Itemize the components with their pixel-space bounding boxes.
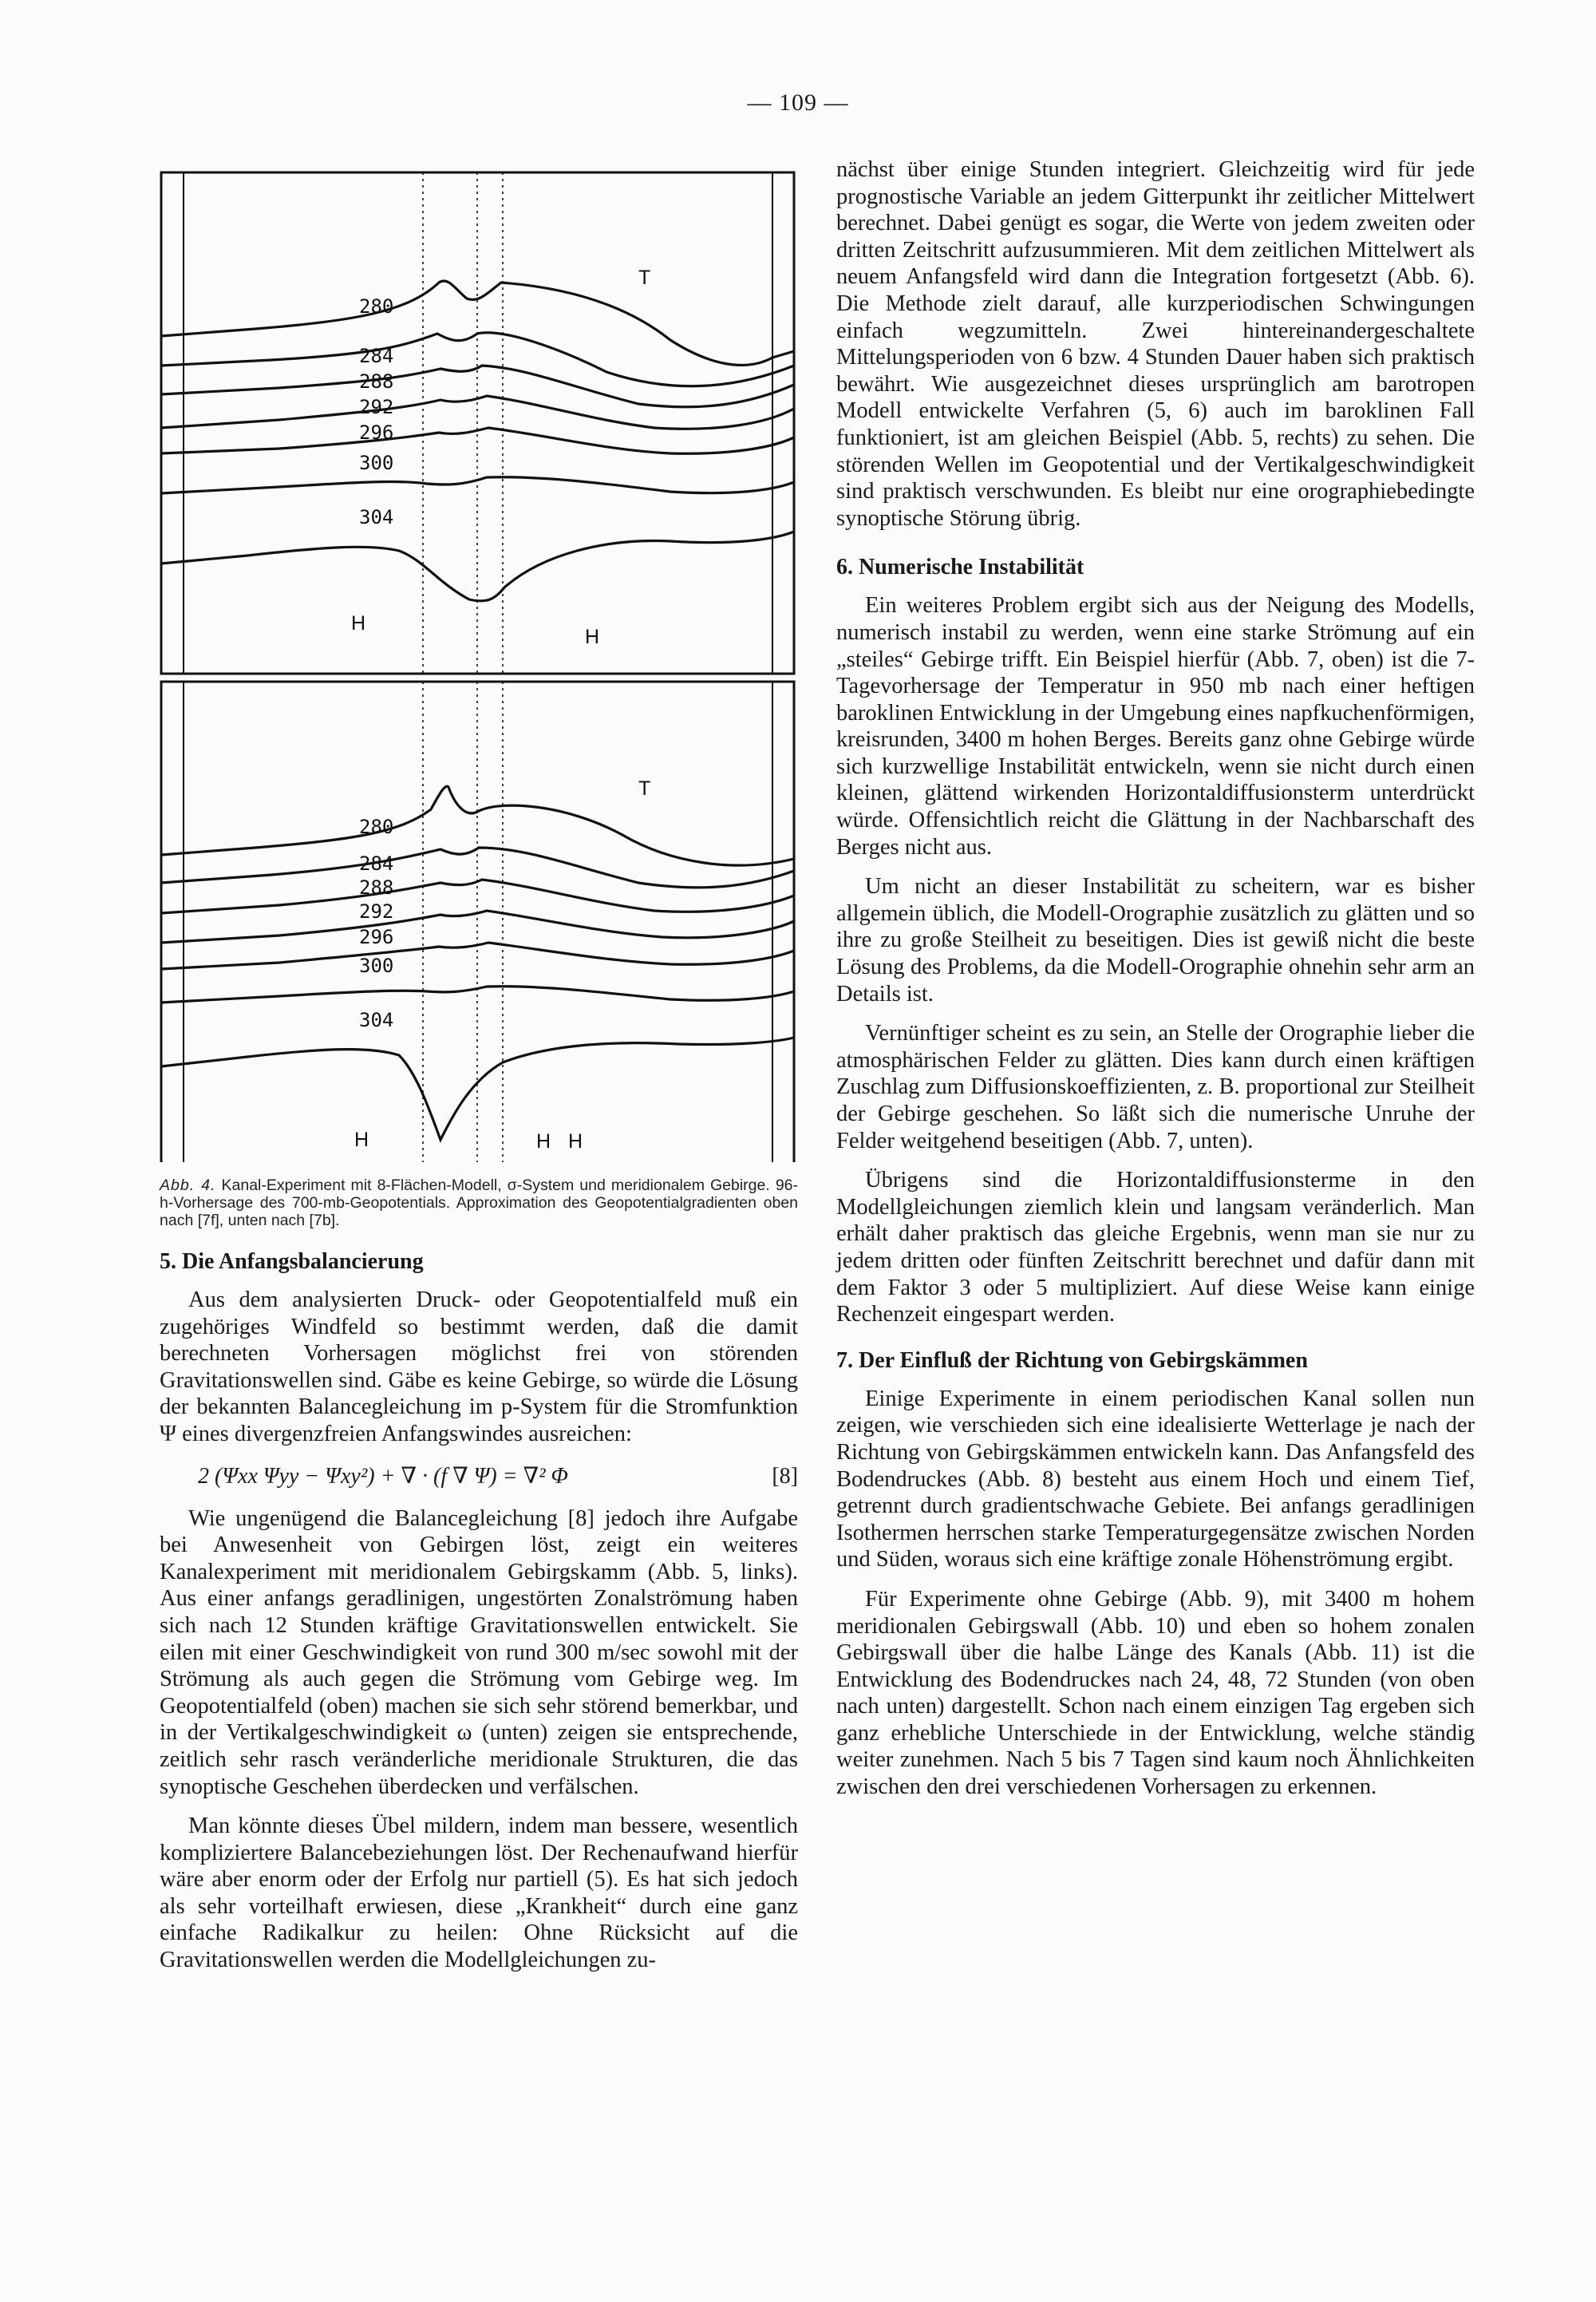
top-isotherm-300 [161, 477, 794, 493]
bottom-label-t: T [638, 777, 651, 800]
bottom-isotherm-300 [161, 987, 794, 1003]
section-6-paragraph-2: Um nicht an dieser Instabilität zu scheitern, war es bisher allgemein üblich, die Modell-Orographie zusätzlich zu glätten und so ihre zu große Steilheit zu beseitigen. Dies ist gewiß nicht die beste Lösung des Problems, da die Modell-Orographie ohnehin sehr arm an Details ist. [836, 874, 1475, 1007]
balance-equation [160, 1461, 798, 1493]
bottom-label-280: 280 [359, 816, 394, 838]
section-6-paragraph-1: Ein weiteres Problem ergibt sich aus der Neigung des Modells, numerisch instabil zu werden, wenn eine starke Strömung auf ein „steiles“ Gebirge trifft. Ein Beispiel hierfür (Abb. 7, oben) ist die 7-Tagevorhersage der Temperatur in 950 mb nach einer heftigen baroklinen Entwicklung in der Umgebung eines napfkuchenförmigen, kreisrunden, 3400 m hohen Berges. Bereits ganz ohne Gebirge würde sich kurzwellige Instabilität entwickeln, wenn sie nicht durch einen kleinen, glättend wirkenden Horizontaldiffusionsterm unterdrückt würde. Offensichtlich reicht die Glättung in der Nachbarschaft des Berges nicht aus. [836, 593, 1475, 860]
bottom-label-h-right: H [568, 1130, 583, 1153]
bottom-label-304: 304 [359, 1009, 394, 1031]
top-panel [161, 172, 794, 674]
top-label-296: 296 [359, 421, 394, 444]
top-label-304: 304 [359, 506, 394, 528]
top-label-h-right: H [585, 626, 600, 648]
section-7-heading: 7. Der Einfluß der Richtung von Gebirgskämmen [836, 1347, 1308, 1373]
section-6-heading: 6. Numerische Instabilität [836, 555, 1084, 580]
section-5-heading: 5. Die Anfangsbalancierung [160, 1249, 424, 1274]
section-6-paragraph-4: Übrigens sind die Horizontaldiffusionsterme in den Modellgleichungen ziemlich klein und langsam veränderlich. Man erhält daher praktisch das gleiche Ergebnis, wenn man sie nur zu jedem dritten oder fünften Zeitschritt berechnet und dafür dann mit dem Faktor 3 oder 5 multipliziert. Auf diese Weise kann einige Rechenzeit eingespart werden. [836, 1168, 1475, 1327]
right-column [836, 156, 1475, 1814]
caption-text: Kanal-Experiment mit 8-Flächen-Modell, σ-System und meridionalem Gebirge. 96-h-Vorhersage des 700-mb-Geopotentials. Approximation des Geopotentialgradienten oben nach [7f], unten nach [7b]. [160, 1177, 799, 1229]
bottom-panel [161, 682, 794, 1162]
top-label-280: 280 [359, 295, 394, 318]
figure-caption [160, 1177, 798, 1229]
bottom-isotherm-288 [161, 880, 794, 913]
bottom-label-288: 288 [359, 876, 394, 899]
equation-body: 2 (Ψxx Ψyy − Ψxy²) + ∇ · (f ∇ Ψ) = ∇² Φ [198, 1463, 568, 1489]
top-isotherm-304 [161, 532, 794, 601]
top-label-h-left: H [351, 612, 366, 635]
left-column [160, 156, 798, 1987]
bottom-label-300: 300 [359, 955, 394, 977]
bottom-label-296: 296 [359, 926, 394, 948]
top-label-t: T [638, 267, 651, 289]
continued-paragraph: nächst über einige Stunden integriert. Gleichzeitig wird für jede prognostische Variable an jedem Gitterpunkt ihr zeitlicher Mittelwert berechnet. Dabei genügt es sogar, die Werte von jedem zweiten oder dritten Zeitschritt aufzusummieren. Mit dem zeitlichen Mittelwert als neuem Anfangsfeld wird dann die Integration fortgesetzt (Abb. 6). Die Methode zielt darauf, alle kurzperiodischen Schwingungen einfach wegzumitteln. Zwei hintereinandergeschaltete Mittelungsperioden von 6 bzw. 4 Stunden Dauer haben sich praktisch bewährt. Wie ausgezeichnet dieses ursprünglich am barotropen Modell entwickelte Verfahren (5, 6) auch im baroklinen Fall funktioniert, ist am gleichen Beispiel (Abb. 5, rechts) zu sehen. Die störenden Wellen im Geopotential und der Vertikalgeschwindigkeit sind praktisch verschwunden. Es bleibt nur eine orographiebedingte synoptische Störung übrig. [836, 157, 1475, 531]
section-5-paragraph-1: Aus dem analysierten Druck- oder Geopotentialfeld muß ein zugehöriges Windfeld so bestimmt werden, daß die damit berechneten Vorhersagen möglichst frei von störenden Gravitationswellen sind. Gäbe es keine Gebirge, so würde die Lösung der bekannten Balancegleichung im p-System für die Stromfunktion Ψ eines divergenzfreien Anfangswindes ausreichen: [160, 1287, 798, 1446]
isotherm-chart [160, 156, 798, 1162]
top-label-284: 284 [359, 345, 394, 367]
bottom-label-292: 292 [359, 900, 394, 923]
top-label-300: 300 [359, 452, 394, 474]
caption-label: Abb. 4. [160, 1177, 216, 1194]
bottom-isotherm-296 [161, 943, 794, 969]
top-label-288: 288 [359, 370, 394, 393]
top-label-292: 292 [359, 396, 394, 418]
section-7-paragraph-1: Einige Experimente in einem periodischen Kanal sollen nun zeigen, wie verschieden sich eine idealisierte Wetterlage je nach der Richtung von Gebirgskämmen entwickeln kann. Das Anfangsfeld des Bodendruckes (Abb. 8) besteht aus einem Hoch und einem Tief, getrennt durch gradientschwache Gebiete. Bei anfangs geradlinigen Isothermen herrschen starke Temperaturgegensätze zwischen Norden und Süden, woraus sich eine kräftige zonale Höhenströmung ergibt. [836, 1386, 1475, 1572]
section-5-paragraph-2: Wie ungenügend die Balancegleichung [8] jedoch ihre Aufgabe bei Anwesenheit von Gebirgen löst, zeigt ein weiteres Kanalexperiment mit meridionalem Gebirgskamm (Abb. 5, links). Aus einer anfangs geradlinigen, ungestörten Zonalströmung haben sich nach 12 Stunden kräftige Gravitationswellen entwickelt. Sie eilen mit einer Geschwindigkeit von rund 300 m/sec sowohl mit der Strömung als auch gegen die Strömung vom Gebirge weg. Im Geopotentialfeld (oben) machen sie sich sehr störend bemerkbar, und in der Vertikalgeschwindigkeit ω (unten) zeigen sie entsprechende, zeitlich sehr rasch veränderliche meridionale Strukturen, die das synoptische Geschehen überdecken und verfälschen. [160, 1505, 798, 1799]
section-6-paragraph-3: Vernünftiger scheint es zu sein, an Stelle der Orographie lieber die atmosphärischen Felder zu glätten. Dies kann durch einen kräftigen Zuschlag zum Diffusionskoeffizienten, z. B. proportional zur Steilheit der Gebirge geschehen. So läßt sich die numerische Unruhe der Felder weitgehend beseitigen (Abb. 7, unten). [836, 1021, 1475, 1153]
top-isotherm-292 [161, 396, 794, 429]
equation-number: [8] [772, 1463, 798, 1489]
bottom-label-284: 284 [359, 852, 394, 875]
bottom-label-h-mid: H [536, 1130, 551, 1153]
section-5-paragraph-3: Man könnte dieses Übel mildern, indem man bessere, wesentlich kompliziertere Balancebeziehungen löst. Der Rechenaufwand hierfür wäre aber enorm oder der Erfolg nur partiell (5). Es hat sich jedoch als sehr vorteilhaft erwiesen, diese „Krankheit“ durch eine ganz einfache Radikalkur zu heilen: Ohne Rücksicht auf die Gravitationswellen werden die Modellgleichungen zu- [160, 1814, 798, 1973]
page-number: — 109 — [747, 89, 849, 116]
bottom-label-h-left: H [354, 1129, 369, 1151]
figure-abb-4 [160, 156, 798, 1162]
section-7-paragraph-2: Für Experimente ohne Gebirge (Abb. 9), mit 3400 m hohem meridionalen Gebirgswall (Abb. 10) und eben so hohem zonalen Gebirgswall über die halbe Länge des Kanals (Abb. 11) ist die Entwicklung des Bodendruckes nach 24, 48, 72 Stunden (von oben nach unten) dargestellt. Schon nach einem einzigen Tag ergeben sich ganz erhebliche Unterschiede in der Entwicklung, welche ständig weiter zunehmen. Nach 5 bis 7 Tagen sind kaum noch Ähnlichkeiten zwischen den drei verschiedenen Vorhersagen zu erkennen. [836, 1586, 1475, 1800]
